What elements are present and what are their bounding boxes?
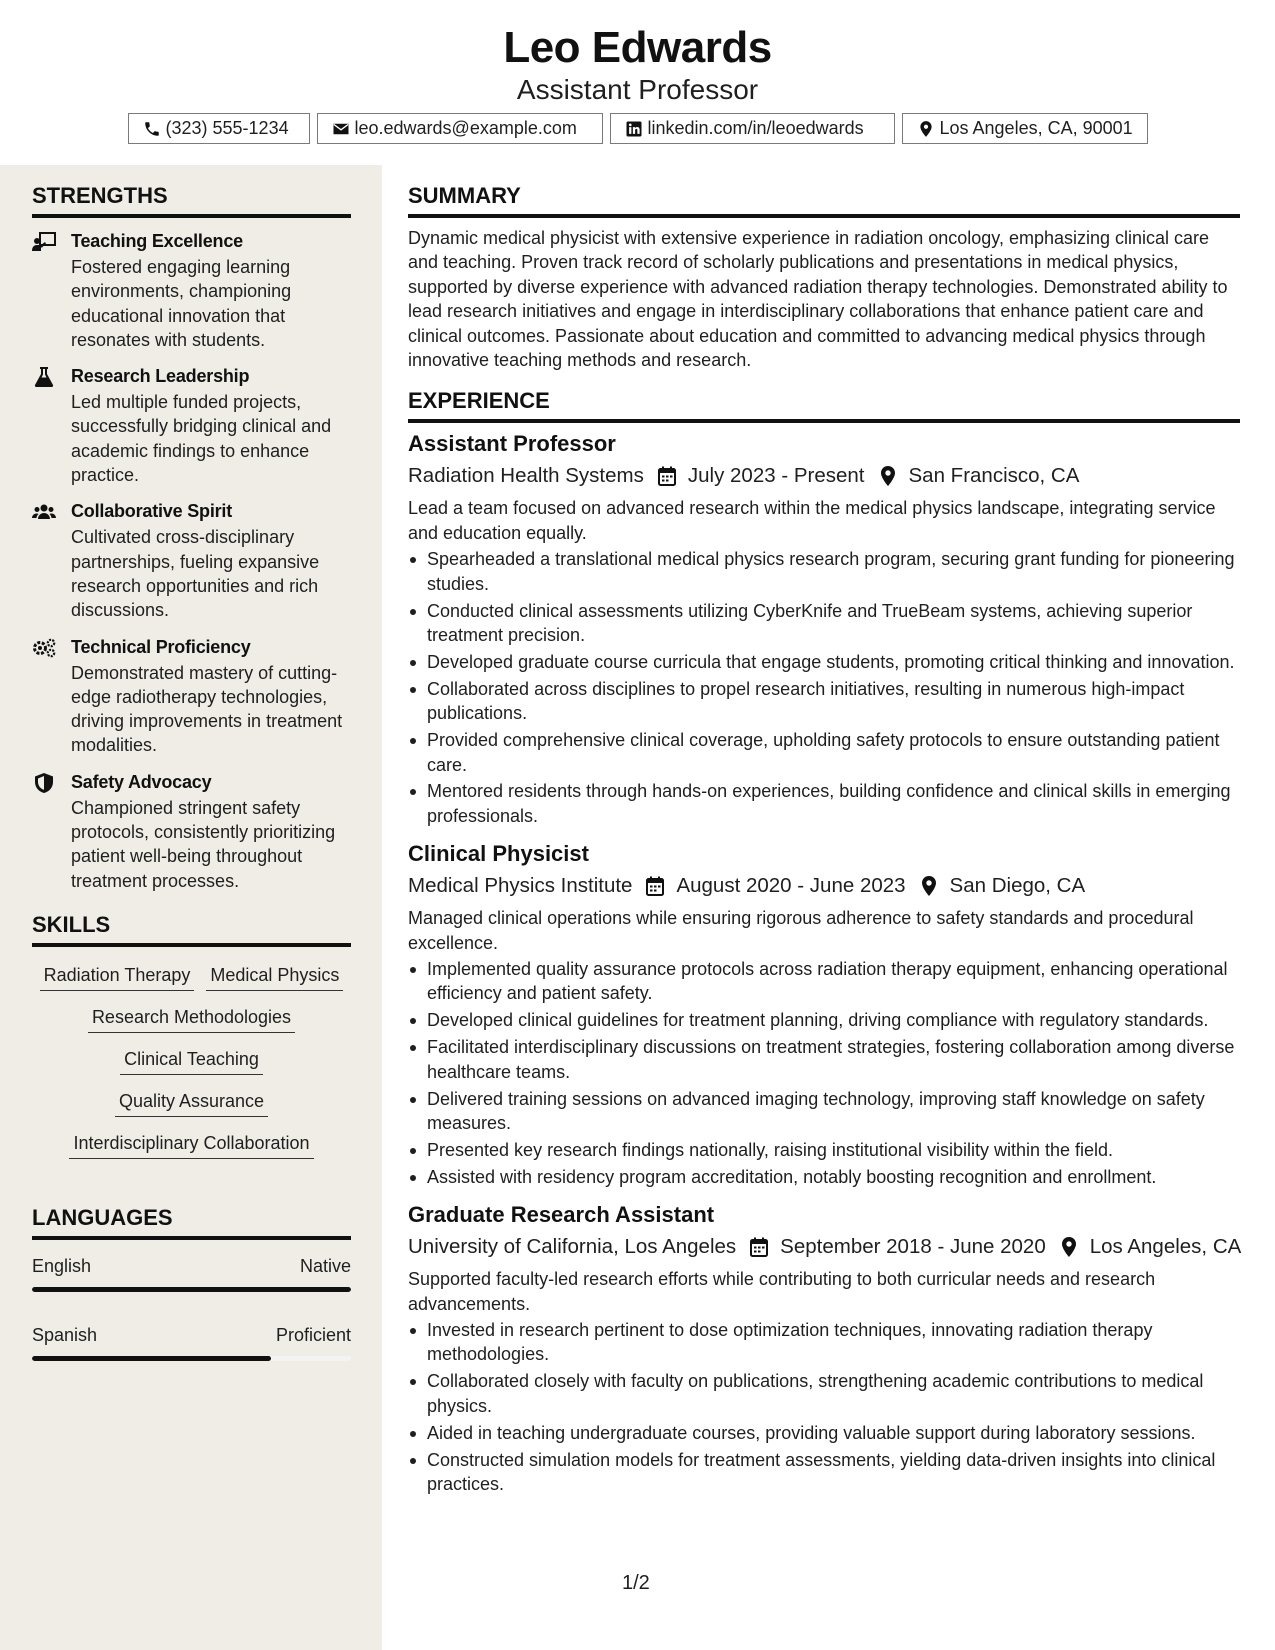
job-bullet: Assisted with residency program accreditation, notably boosting recognition and enrollment. <box>408 1165 1240 1189</box>
main-content <box>408 182 1240 1499</box>
job-bullet: Developed graduate course curricula that engage students, promoting critical thinking and innovation. <box>408 650 1240 674</box>
language-level: Native <box>299 1255 351 1276</box>
languages-section <box>32 1204 351 1361</box>
job-title: Graduate Research Assistant <box>408 1202 715 1228</box>
job-bullet: Collaborated across disciplines to propel research initiatives, resulting in numerous high-impact publications. <box>408 677 1240 726</box>
job-bullet: Implemented quality assurance protocols across radiation therapy equipment, enhancing operational efficiency and patient safety. <box>408 957 1240 1006</box>
job-entry <box>408 1201 1240 1496</box>
job-bullets <box>408 1318 1240 1496</box>
job-location: San Diego, CA <box>949 874 1086 898</box>
language-item <box>32 1254 351 1292</box>
candidate-name: Leo Edwards <box>503 23 772 72</box>
summary-section <box>408 182 1240 372</box>
language-bar-fill <box>32 1287 351 1292</box>
job-bullets <box>408 957 1240 1189</box>
calendar-icon <box>658 466 676 486</box>
strength-desc: Demonstrated mastery of cutting-edge radiotherapy technologies, driving improvements in treatment modalities. <box>71 662 343 756</box>
strength-title: Technical Proficiency <box>71 636 251 657</box>
experience-heading: EXPERIENCE <box>408 387 1240 423</box>
job-company: Medical Physics Institute <box>408 874 633 898</box>
map-pin-icon <box>917 120 935 138</box>
job-entry <box>408 840 1240 1189</box>
skill-tag: Clinical Teaching <box>120 1047 263 1075</box>
language-bar-fill <box>32 1356 271 1361</box>
calendar-icon <box>750 1237 768 1257</box>
gears-icon <box>32 638 56 658</box>
job-bullet: Mentored residents through hands-on experiences, building confidence and clinical skills in emerging professionals. <box>408 779 1240 828</box>
strength-item <box>32 365 351 487</box>
job-bullet: Constructed simulation models for treatment assessments, yielding data-driven insights into clinical practices. <box>408 1448 1240 1497</box>
skill-tag: Radiation Therapy <box>40 963 195 991</box>
jobs-list <box>408 430 1240 1496</box>
contact-phone[interactable] <box>128 113 310 144</box>
skills-heading: SKILLS <box>32 911 351 947</box>
strength-desc: Fostered engaging learning environments, championing educational innovation that resonates with students. <box>71 257 292 350</box>
job-company: Radiation Health Systems <box>408 464 644 488</box>
candidate-title: Assistant Professor <box>516 74 759 105</box>
page-number: 1/2 <box>622 1572 650 1594</box>
strength-desc: Cultivated cross-disciplinary partnerships, fueling expansive research opportunities and rich discussions. <box>71 527 320 621</box>
summary-text: Dynamic medical physicist with extensive experience in radiation oncology, emphasizing clinical care and teaching. Proven track record of scholarly publications and presentations in medical physics, supported by diverse experience with advanced radiation therapy technologies. Demonstrated ability to lead research initiatives and engage in interdisciplinary collaborations that enhance patient care and clinical outcomes. Passionate about education and committed to advancing medical physics through innovative teaching methods and research. <box>408 228 1228 371</box>
phone-icon <box>143 120 161 138</box>
job-bullet: Aided in teaching undergraduate courses, providing valuable support during laboratory sessions. <box>408 1421 1240 1445</box>
language-level: Proficient <box>275 1324 351 1345</box>
job-bullet: Collaborated closely with faculty on publications, strengthening academic contributions to medical physics. <box>408 1369 1240 1418</box>
skill-tag: Interdisciplinary Collaboration <box>69 1131 313 1159</box>
job-bullet: Conducted clinical assessments utilizing CyberKnife and TrueBeam systems, achieving superior treatment precision. <box>408 599 1240 648</box>
language-bar <box>32 1287 351 1292</box>
job-bullet: Invested in research pertinent to dose optimization techniques, innovating radiation therapy methodologies. <box>408 1318 1240 1367</box>
job-bullet: Facilitated interdisciplinary discussions on treatment strategies, fostering collaboration among diverse healthcare teams. <box>408 1035 1240 1084</box>
linkedin-text: linkedin.com/in/leoedwards <box>647 118 864 138</box>
calendar-icon <box>646 876 664 896</box>
strength-desc: Championed stringent safety protocols, consistently prioritizing patient well-being throughout treatment processes. <box>71 797 336 891</box>
map-pin-icon <box>879 466 897 486</box>
job-location: San Francisco, CA <box>908 464 1080 488</box>
job-company: University of California, Los Angeles <box>408 1235 737 1259</box>
strength-title: Collaborative Spirit <box>71 501 233 522</box>
contact-email[interactable] <box>317 113 603 144</box>
map-pin-icon <box>920 876 938 896</box>
job-dates: July 2023 - Present <box>687 464 865 488</box>
linkedin-icon <box>625 120 643 138</box>
job-description: Supported faculty-led research efforts while contributing to both curricular needs and research advancements. <box>408 1269 1156 1314</box>
contact-bar <box>0 113 1275 144</box>
contact-linkedin[interactable] <box>610 113 895 144</box>
strength-title: Safety Advocacy <box>71 771 212 792</box>
job-bullet: Developed clinical guidelines for treatment planning, driving compliance with regulatory standards. <box>408 1008 1240 1032</box>
job-description: Managed clinical operations while ensuring rigorous adherence to safety standards and procedural excellence. <box>408 908 1194 953</box>
job-title: Clinical Physicist <box>408 841 589 867</box>
email-text: leo.edwards@example.com <box>354 118 577 138</box>
skill-tag: Research Methodologies <box>88 1005 295 1033</box>
job-bullet: Delivered training sessions on advanced imaging technology, improving staff knowledge on safety measures. <box>408 1087 1240 1136</box>
job-entry <box>408 430 1240 828</box>
shield-icon <box>32 773 56 793</box>
job-bullets <box>408 547 1240 828</box>
experience-section <box>408 387 1240 1496</box>
strength-item <box>32 636 351 758</box>
phone-text: (323) 555-1234 <box>165 118 289 138</box>
job-title: Assistant Professor <box>408 431 616 457</box>
skill-tag: Quality Assurance <box>115 1089 268 1117</box>
strength-item <box>32 771 351 893</box>
strength-desc: Led multiple funded projects, successfully bridging clinical and academic findings to enhance practice. <box>71 392 332 486</box>
teacher-icon <box>32 232 56 252</box>
users-icon <box>32 502 56 522</box>
location-text: Los Angeles, CA, 90001 <box>939 118 1133 138</box>
strengths-section <box>32 182 351 893</box>
skill-tag: Medical Physics <box>206 963 343 991</box>
job-meta <box>408 1233 1240 1261</box>
strength-title: Teaching Excellence <box>71 231 243 251</box>
strength-item <box>32 500 351 622</box>
job-bullet: Spearheaded a translational medical physics research program, securing grant funding for pioneering studies. <box>408 547 1240 596</box>
languages-heading: LANGUAGES <box>32 1204 351 1240</box>
strength-title: Research Leadership <box>71 366 250 387</box>
skills-list <box>32 958 351 1168</box>
job-location: Los Angeles, CA <box>1089 1235 1242 1259</box>
job-bullet: Presented key research findings nationally, raising institutional visibility within the field. <box>408 1138 1240 1162</box>
job-description: Lead a team focused on advanced research within the medical physics landscape, integrating service and education equally. <box>408 498 1216 543</box>
sidebar <box>0 165 382 1650</box>
job-meta <box>408 872 1240 900</box>
envelope-icon <box>332 120 350 138</box>
job-dates: September 2018 - June 2020 <box>780 1235 1046 1259</box>
map-pin-icon <box>1060 1237 1078 1257</box>
language-name: Spanish <box>32 1324 98 1345</box>
skills-section <box>32 911 351 1168</box>
language-item <box>32 1323 351 1361</box>
strengths-heading: STRENGTHS <box>32 182 351 218</box>
flask-icon <box>32 367 56 387</box>
job-dates: August 2020 - June 2023 <box>676 874 906 898</box>
job-meta <box>408 462 1240 490</box>
strength-item <box>32 230 351 352</box>
summary-heading: SUMMARY <box>408 182 1240 218</box>
language-name: English <box>32 1255 92 1276</box>
job-bullet: Provided comprehensive clinical coverage, upholding safety protocols to ensure outstanding patient care. <box>408 728 1240 777</box>
language-bar <box>32 1356 351 1361</box>
contact-location <box>902 113 1148 144</box>
